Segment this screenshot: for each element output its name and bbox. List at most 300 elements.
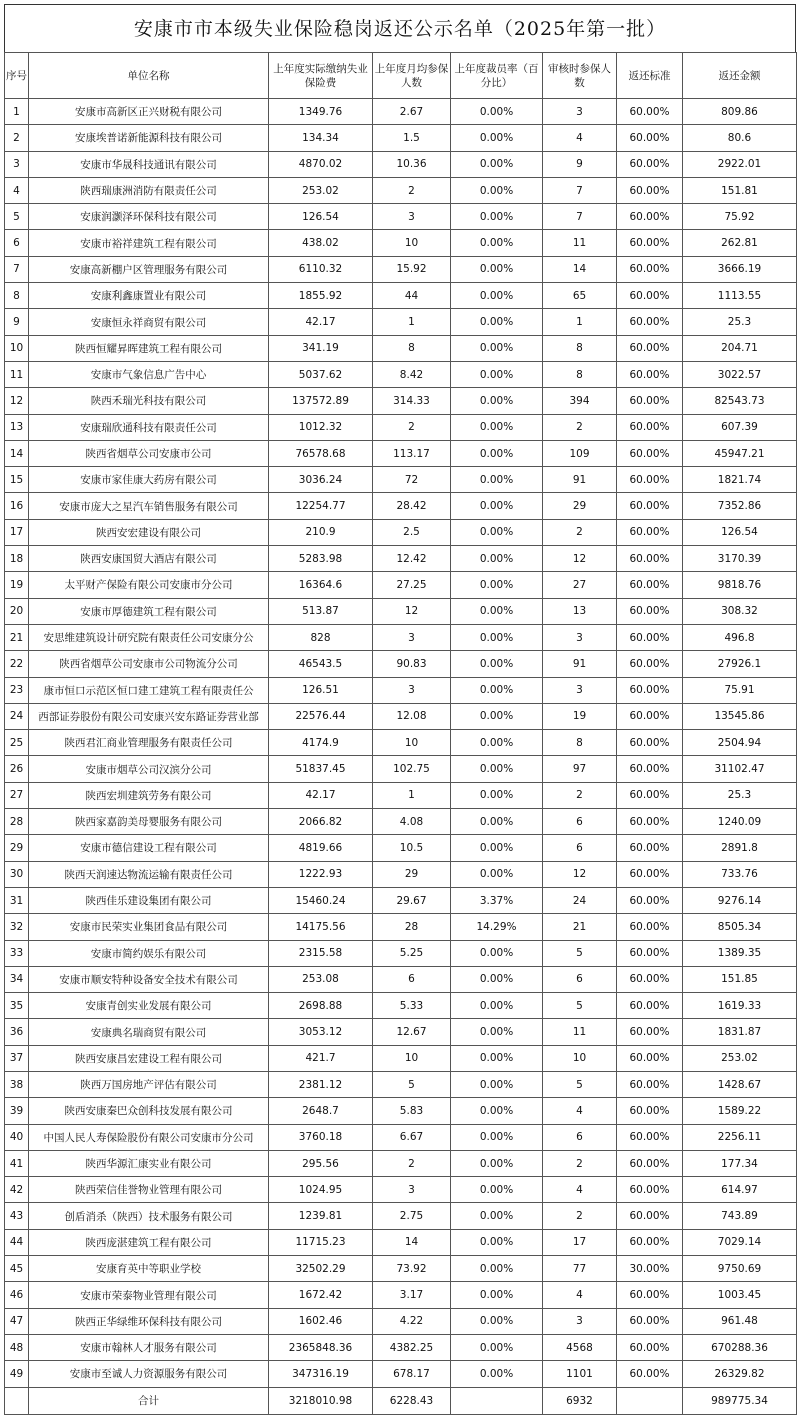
cell-index: 37 xyxy=(5,1045,29,1071)
cell-avg-insured: 29 xyxy=(373,861,451,887)
cell-refund-amount: 26329.82 xyxy=(683,1361,797,1387)
cell-avg-insured: 2.5 xyxy=(373,519,451,545)
cell-company: 陕西正华绿维环保科技有限公司 xyxy=(29,1308,269,1334)
cell-paid: 3053.12 xyxy=(269,1019,373,1045)
cell-refund-amount: 607.39 xyxy=(683,414,797,440)
cell-refund-standard: 60.00% xyxy=(617,546,683,572)
table-row xyxy=(5,204,797,230)
cell-index: 22 xyxy=(5,651,29,677)
cell-avg-insured: 1 xyxy=(373,309,451,335)
cell-refund-standard: 60.00% xyxy=(617,1045,683,1071)
cell-company: 安康市气象信息广告中心 xyxy=(29,361,269,387)
cell-avg-insured: 314.33 xyxy=(373,388,451,414)
cell-refund-standard: 60.00% xyxy=(617,1282,683,1308)
cell-refund-standard: 60.00% xyxy=(617,1124,683,1150)
table-row xyxy=(5,1361,797,1387)
cell-layoff-rate: 0.00% xyxy=(451,1203,543,1229)
cell-audit-count: 29 xyxy=(543,493,617,519)
cell-audit-count: 4 xyxy=(543,1098,617,1124)
cell-avg-insured: 3 xyxy=(373,677,451,703)
cell-layoff-rate: 0.00% xyxy=(451,1150,543,1176)
cell-refund-amount: 204.71 xyxy=(683,335,797,361)
cell-company: 陕西安康秦巴众创科技发展有限公司 xyxy=(29,1098,269,1124)
cell-paid: 2066.82 xyxy=(269,809,373,835)
cell-layoff-rate: 0.00% xyxy=(451,125,543,151)
cell-paid: 1012.32 xyxy=(269,414,373,440)
cell-layoff-rate: 0.00% xyxy=(451,230,543,256)
cell-refund-standard: 60.00% xyxy=(617,1308,683,1334)
cell-audit-count: 2 xyxy=(543,1203,617,1229)
cell-layoff-rate: 0.00% xyxy=(451,493,543,519)
cell-refund-standard: 60.00% xyxy=(617,1203,683,1229)
cell-layoff-rate: 0.00% xyxy=(451,809,543,835)
cell-index: 15 xyxy=(5,467,29,493)
cell-company: 陕西庞湛建筑工程有限公司 xyxy=(29,1229,269,1255)
cell-paid: 2698.88 xyxy=(269,993,373,1019)
table-row xyxy=(5,624,797,650)
cell-layoff-rate: 0.00% xyxy=(451,940,543,966)
cell-avg-insured: 10.36 xyxy=(373,151,451,177)
cell-layoff-rate: 0.00% xyxy=(451,572,543,598)
cell-audit-count: 8 xyxy=(543,361,617,387)
cell-paid: 14175.56 xyxy=(269,914,373,940)
cell-refund-standard: 60.00% xyxy=(617,1361,683,1387)
cell-audit-count: 10 xyxy=(543,1045,617,1071)
cell-layoff-rate: 0.00% xyxy=(451,309,543,335)
table-row xyxy=(5,546,797,572)
cell-avg-insured: 14 xyxy=(373,1229,451,1255)
cell-layoff-rate: 0.00% xyxy=(451,651,543,677)
cell-refund-standard: 60.00% xyxy=(617,756,683,782)
cell-paid: 1349.76 xyxy=(269,99,373,125)
cell-avg-insured: 10.5 xyxy=(373,835,451,861)
cell-company: 陕西君汇商业管理服务有限责任公司 xyxy=(29,730,269,756)
cell-layoff-rate: 0.00% xyxy=(451,283,543,309)
cell-index: 38 xyxy=(5,1071,29,1097)
cell-paid: 3760.18 xyxy=(269,1124,373,1150)
cell-layoff-rate: 0.00% xyxy=(451,861,543,887)
cell-refund-amount: 1821.74 xyxy=(683,467,797,493)
cell-index: 13 xyxy=(5,414,29,440)
cell-refund-amount: 262.81 xyxy=(683,230,797,256)
cell-refund-standard: 60.00% xyxy=(617,1334,683,1360)
cell-avg-insured: 2 xyxy=(373,1150,451,1176)
table-row xyxy=(5,1282,797,1308)
cell-audit-count: 9 xyxy=(543,151,617,177)
cell-refund-standard: 60.00% xyxy=(617,493,683,519)
cell-company: 安康市简约娱乐有限公司 xyxy=(29,940,269,966)
cell-avg-insured: 678.17 xyxy=(373,1361,451,1387)
cell-company: 安康市厚德建筑工程有限公司 xyxy=(29,598,269,624)
cell-refund-standard: 60.00% xyxy=(617,966,683,992)
cell-company: 安康市民荣实业集团食品有限公司 xyxy=(29,914,269,940)
cell-audit-count: 6 xyxy=(543,1124,617,1150)
cell-refund-amount: 9818.76 xyxy=(683,572,797,598)
table-row xyxy=(5,388,797,414)
cell-refund-standard: 60.00% xyxy=(617,1019,683,1045)
table-row xyxy=(5,993,797,1019)
cell-company: 安康瑞欣通科技有限责任公司 xyxy=(29,414,269,440)
cell-company: 安康市庞大之星汽车销售服务有限公司 xyxy=(29,493,269,519)
cell-company: 陕西瑞康洲消防有限责任公司 xyxy=(29,177,269,203)
cell-layoff-rate: 0.00% xyxy=(451,335,543,361)
cell-index: 44 xyxy=(5,1229,29,1255)
cell-company: 中国人民人寿保险股份有限公司安康市分公司 xyxy=(29,1124,269,1150)
cell-audit-count: 1101 xyxy=(543,1361,617,1387)
table-row xyxy=(5,1334,797,1360)
cell-paid: 134.34 xyxy=(269,125,373,151)
total-avg: 6228.43 xyxy=(373,1387,451,1414)
cell-paid: 3036.24 xyxy=(269,467,373,493)
table-row xyxy=(5,703,797,729)
cell-avg-insured: 113.17 xyxy=(373,440,451,466)
table-row xyxy=(5,1150,797,1176)
table-row xyxy=(5,309,797,335)
cell-avg-insured: 2 xyxy=(373,414,451,440)
cell-avg-insured: 5 xyxy=(373,1071,451,1097)
cell-refund-standard: 60.00% xyxy=(617,388,683,414)
cell-refund-amount: 1113.55 xyxy=(683,283,797,309)
cell-company: 安康市至诚人力资源服务有限公司 xyxy=(29,1361,269,1387)
table-row xyxy=(5,1308,797,1334)
cell-company: 太平财产保险有限公司安康市分公司 xyxy=(29,572,269,598)
cell-audit-count: 13 xyxy=(543,598,617,624)
cell-audit-count: 91 xyxy=(543,467,617,493)
cell-refund-amount: 2922.01 xyxy=(683,151,797,177)
header-audit-count: 审核时参保人数 xyxy=(543,53,617,99)
cell-refund-standard: 60.00% xyxy=(617,1071,683,1097)
cell-index: 21 xyxy=(5,624,29,650)
cell-paid: 253.02 xyxy=(269,177,373,203)
cell-paid: 210.9 xyxy=(269,519,373,545)
cell-audit-count: 6 xyxy=(543,809,617,835)
cell-refund-amount: 670288.36 xyxy=(683,1334,797,1360)
cell-index: 23 xyxy=(5,677,29,703)
cell-refund-standard: 60.00% xyxy=(617,730,683,756)
cell-index: 32 xyxy=(5,914,29,940)
cell-refund-standard: 60.00% xyxy=(617,940,683,966)
table-row xyxy=(5,835,797,861)
cell-avg-insured: 73.92 xyxy=(373,1256,451,1282)
table-row xyxy=(5,887,797,913)
cell-paid: 1024.95 xyxy=(269,1177,373,1203)
cell-refund-amount: 1389.35 xyxy=(683,940,797,966)
cell-avg-insured: 2 xyxy=(373,177,451,203)
cell-audit-count: 3 xyxy=(543,677,617,703)
cell-refund-amount: 2891.8 xyxy=(683,835,797,861)
cell-company: 康市恒口示范区恒口建工建筑工程有限责任公 xyxy=(29,677,269,703)
cell-index: 49 xyxy=(5,1361,29,1387)
cell-index: 9 xyxy=(5,309,29,335)
cell-company: 安康市顺安特种设备安全技术有限公司 xyxy=(29,966,269,992)
cell-avg-insured: 10 xyxy=(373,230,451,256)
cell-index: 43 xyxy=(5,1203,29,1229)
table-row xyxy=(5,335,797,361)
cell-refund-amount: 25.3 xyxy=(683,309,797,335)
cell-index: 19 xyxy=(5,572,29,598)
cell-avg-insured: 12.67 xyxy=(373,1019,451,1045)
cell-paid: 438.02 xyxy=(269,230,373,256)
total-row xyxy=(5,1387,797,1414)
cell-avg-insured: 102.75 xyxy=(373,756,451,782)
cell-paid: 1855.92 xyxy=(269,283,373,309)
cell-audit-count: 6 xyxy=(543,966,617,992)
cell-refund-amount: 2504.94 xyxy=(683,730,797,756)
cell-avg-insured: 29.67 xyxy=(373,887,451,913)
header-layoff-rate: 上年度裁员率（百分比） xyxy=(451,53,543,99)
cell-paid: 341.19 xyxy=(269,335,373,361)
cell-refund-amount: 809.86 xyxy=(683,99,797,125)
cell-refund-standard: 60.00% xyxy=(617,782,683,808)
cell-paid: 1222.93 xyxy=(269,861,373,887)
cell-audit-count: 2 xyxy=(543,1150,617,1176)
cell-company: 安康高新棚户区管理服务有限公司 xyxy=(29,256,269,282)
cell-avg-insured: 3.17 xyxy=(373,1282,451,1308)
table-row xyxy=(5,1045,797,1071)
total-amount: 989775.34 xyxy=(683,1387,797,1414)
cell-paid: 1672.42 xyxy=(269,1282,373,1308)
cell-index: 3 xyxy=(5,151,29,177)
cell-refund-amount: 1619.33 xyxy=(683,993,797,1019)
table-body xyxy=(5,99,797,1388)
cell-refund-amount: 1240.09 xyxy=(683,809,797,835)
cell-avg-insured: 5.33 xyxy=(373,993,451,1019)
table-row xyxy=(5,756,797,782)
cell-company: 安康市家佳康大药房有限公司 xyxy=(29,467,269,493)
cell-refund-amount: 496.8 xyxy=(683,624,797,650)
cell-refund-amount: 177.34 xyxy=(683,1150,797,1176)
cell-paid: 2365848.36 xyxy=(269,1334,373,1360)
cell-avg-insured: 28.42 xyxy=(373,493,451,519)
cell-audit-count: 2 xyxy=(543,414,617,440)
cell-index: 34 xyxy=(5,966,29,992)
cell-audit-count: 3 xyxy=(543,99,617,125)
cell-avg-insured: 12.08 xyxy=(373,703,451,729)
cell-index: 18 xyxy=(5,546,29,572)
cell-company: 陕西万国房地产评估有限公司 xyxy=(29,1071,269,1097)
cell-refund-amount: 151.85 xyxy=(683,966,797,992)
cell-paid: 32502.29 xyxy=(269,1256,373,1282)
table-row xyxy=(5,519,797,545)
cell-refund-standard: 60.00% xyxy=(617,151,683,177)
cell-index: 47 xyxy=(5,1308,29,1334)
cell-index: 39 xyxy=(5,1098,29,1124)
cell-company: 陕西华源汇康实业有限公司 xyxy=(29,1150,269,1176)
cell-paid: 4819.66 xyxy=(269,835,373,861)
cell-company: 安康恒永祥商贸有限公司 xyxy=(29,309,269,335)
table-row xyxy=(5,651,797,677)
cell-refund-standard: 60.00% xyxy=(617,861,683,887)
cell-refund-amount: 614.97 xyxy=(683,1177,797,1203)
cell-audit-count: 24 xyxy=(543,887,617,913)
cell-index: 12 xyxy=(5,388,29,414)
cell-layoff-rate: 0.00% xyxy=(451,835,543,861)
cell-avg-insured: 27.25 xyxy=(373,572,451,598)
cell-index: 11 xyxy=(5,361,29,387)
cell-index: 31 xyxy=(5,887,29,913)
cell-refund-amount: 151.81 xyxy=(683,177,797,203)
cell-refund-amount: 1831.87 xyxy=(683,1019,797,1045)
cell-layoff-rate: 0.00% xyxy=(451,677,543,703)
cell-refund-standard: 60.00% xyxy=(617,519,683,545)
cell-avg-insured: 4.22 xyxy=(373,1308,451,1334)
cell-paid: 2648.7 xyxy=(269,1098,373,1124)
cell-paid: 347316.19 xyxy=(269,1361,373,1387)
cell-refund-amount: 82543.73 xyxy=(683,388,797,414)
cell-refund-amount: 45947.21 xyxy=(683,440,797,466)
cell-layoff-rate: 0.00% xyxy=(451,1045,543,1071)
cell-avg-insured: 10 xyxy=(373,730,451,756)
cell-paid: 12254.77 xyxy=(269,493,373,519)
cell-index: 14 xyxy=(5,440,29,466)
cell-audit-count: 5 xyxy=(543,1071,617,1097)
header-refund-standard: 返还标准 xyxy=(617,53,683,99)
cell-paid: 76578.68 xyxy=(269,440,373,466)
cell-paid: 126.51 xyxy=(269,677,373,703)
cell-avg-insured: 12 xyxy=(373,598,451,624)
cell-layoff-rate: 0.00% xyxy=(451,703,543,729)
total-rate-cell xyxy=(451,1387,543,1414)
cell-audit-count: 7 xyxy=(543,177,617,203)
cell-refund-standard: 60.00% xyxy=(617,309,683,335)
cell-index: 29 xyxy=(5,835,29,861)
cell-avg-insured: 3 xyxy=(373,624,451,650)
cell-audit-count: 11 xyxy=(543,1019,617,1045)
table-row xyxy=(5,940,797,966)
cell-paid: 6110.32 xyxy=(269,256,373,282)
table-row xyxy=(5,414,797,440)
cell-audit-count: 12 xyxy=(543,546,617,572)
cell-paid: 4870.02 xyxy=(269,151,373,177)
cell-index: 20 xyxy=(5,598,29,624)
cell-layoff-rate: 0.00% xyxy=(451,151,543,177)
cell-company: 创盾消杀（陕西）技术服务有限公司 xyxy=(29,1203,269,1229)
cell-refund-amount: 1589.22 xyxy=(683,1098,797,1124)
cell-paid: 2381.12 xyxy=(269,1071,373,1097)
cell-layoff-rate: 0.00% xyxy=(451,782,543,808)
cell-refund-standard: 60.00% xyxy=(617,993,683,1019)
cell-layoff-rate: 0.00% xyxy=(451,440,543,466)
cell-index: 36 xyxy=(5,1019,29,1045)
cell-audit-count: 1 xyxy=(543,309,617,335)
cell-index: 4 xyxy=(5,177,29,203)
cell-audit-count: 77 xyxy=(543,1256,617,1282)
table-row xyxy=(5,467,797,493)
cell-refund-standard: 60.00% xyxy=(617,125,683,151)
table-row xyxy=(5,730,797,756)
cell-refund-standard: 60.00% xyxy=(617,914,683,940)
cell-audit-count: 19 xyxy=(543,703,617,729)
total-paid: 3218010.98 xyxy=(269,1387,373,1414)
cell-index: 25 xyxy=(5,730,29,756)
cell-layoff-rate: 0.00% xyxy=(451,1361,543,1387)
table-row xyxy=(5,1229,797,1255)
cell-refund-standard: 60.00% xyxy=(617,1177,683,1203)
cell-index: 5 xyxy=(5,204,29,230)
cell-refund-amount: 3666.19 xyxy=(683,256,797,282)
cell-avg-insured: 12.42 xyxy=(373,546,451,572)
cell-paid: 2315.58 xyxy=(269,940,373,966)
cell-index: 33 xyxy=(5,940,29,966)
cell-avg-insured: 90.83 xyxy=(373,651,451,677)
cell-layoff-rate: 0.00% xyxy=(451,1124,543,1150)
cell-audit-count: 14 xyxy=(543,256,617,282)
cell-avg-insured: 6.67 xyxy=(373,1124,451,1150)
cell-company: 安康利鑫康置业有限公司 xyxy=(29,283,269,309)
header-refund-amount: 返还金额 xyxy=(683,53,797,99)
cell-audit-count: 7 xyxy=(543,204,617,230)
cell-audit-count: 109 xyxy=(543,440,617,466)
cell-index: 42 xyxy=(5,1177,29,1203)
cell-refund-standard: 60.00% xyxy=(617,361,683,387)
cell-company: 安思维建筑设计研究院有限责任公司安康分公 xyxy=(29,624,269,650)
cell-company: 陕西天润速达物流运输有限责任公司 xyxy=(29,861,269,887)
cell-refund-standard: 60.00% xyxy=(617,677,683,703)
cell-layoff-rate: 0.00% xyxy=(451,361,543,387)
cell-index: 16 xyxy=(5,493,29,519)
table-row xyxy=(5,598,797,624)
cell-paid: 513.87 xyxy=(269,598,373,624)
cell-layoff-rate: 0.00% xyxy=(451,730,543,756)
cell-refund-amount: 25.3 xyxy=(683,782,797,808)
table-row xyxy=(5,283,797,309)
cell-audit-count: 5 xyxy=(543,993,617,1019)
cell-refund-standard: 60.00% xyxy=(617,809,683,835)
cell-refund-amount: 253.02 xyxy=(683,1045,797,1071)
cell-index: 24 xyxy=(5,703,29,729)
table-row xyxy=(5,809,797,835)
cell-paid: 828 xyxy=(269,624,373,650)
cell-paid: 1602.46 xyxy=(269,1308,373,1334)
table-row xyxy=(5,361,797,387)
cell-company: 陕西安宏建设有限公司 xyxy=(29,519,269,545)
cell-layoff-rate: 14.29% xyxy=(451,914,543,940)
cell-index: 28 xyxy=(5,809,29,835)
cell-avg-insured: 3 xyxy=(373,204,451,230)
cell-audit-count: 2 xyxy=(543,519,617,545)
cell-index: 40 xyxy=(5,1124,29,1150)
cell-index: 46 xyxy=(5,1282,29,1308)
cell-paid: 4174.9 xyxy=(269,730,373,756)
cell-company: 陕西恒耀昇晖建筑工程有限公司 xyxy=(29,335,269,361)
cell-refund-standard: 60.00% xyxy=(617,177,683,203)
cell-audit-count: 11 xyxy=(543,230,617,256)
cell-layoff-rate: 0.00% xyxy=(451,1334,543,1360)
cell-refund-amount: 9276.14 xyxy=(683,887,797,913)
table-row xyxy=(5,125,797,151)
cell-refund-standard: 60.00% xyxy=(617,598,683,624)
cell-avg-insured: 5.25 xyxy=(373,940,451,966)
cell-audit-count: 91 xyxy=(543,651,617,677)
cell-layoff-rate: 0.00% xyxy=(451,993,543,1019)
cell-refund-amount: 2256.11 xyxy=(683,1124,797,1150)
total-index-cell xyxy=(5,1387,29,1414)
total-count: 6932 xyxy=(543,1387,617,1414)
table-row xyxy=(5,1203,797,1229)
table-row xyxy=(5,572,797,598)
cell-company: 安康典名瑞商贸有限公司 xyxy=(29,1019,269,1045)
cell-avg-insured: 6 xyxy=(373,966,451,992)
page-title: 安康市市本级失业保险稳岗返还公示名单（2025年第一批） xyxy=(4,4,796,52)
cell-refund-amount: 308.32 xyxy=(683,598,797,624)
cell-avg-insured: 72 xyxy=(373,467,451,493)
cell-audit-count: 4568 xyxy=(543,1334,617,1360)
cell-audit-count: 3 xyxy=(543,1308,617,1334)
table-row xyxy=(5,861,797,887)
header-index: 序号 xyxy=(5,53,29,99)
cell-layoff-rate: 0.00% xyxy=(451,966,543,992)
cell-avg-insured: 3 xyxy=(373,1177,451,1203)
